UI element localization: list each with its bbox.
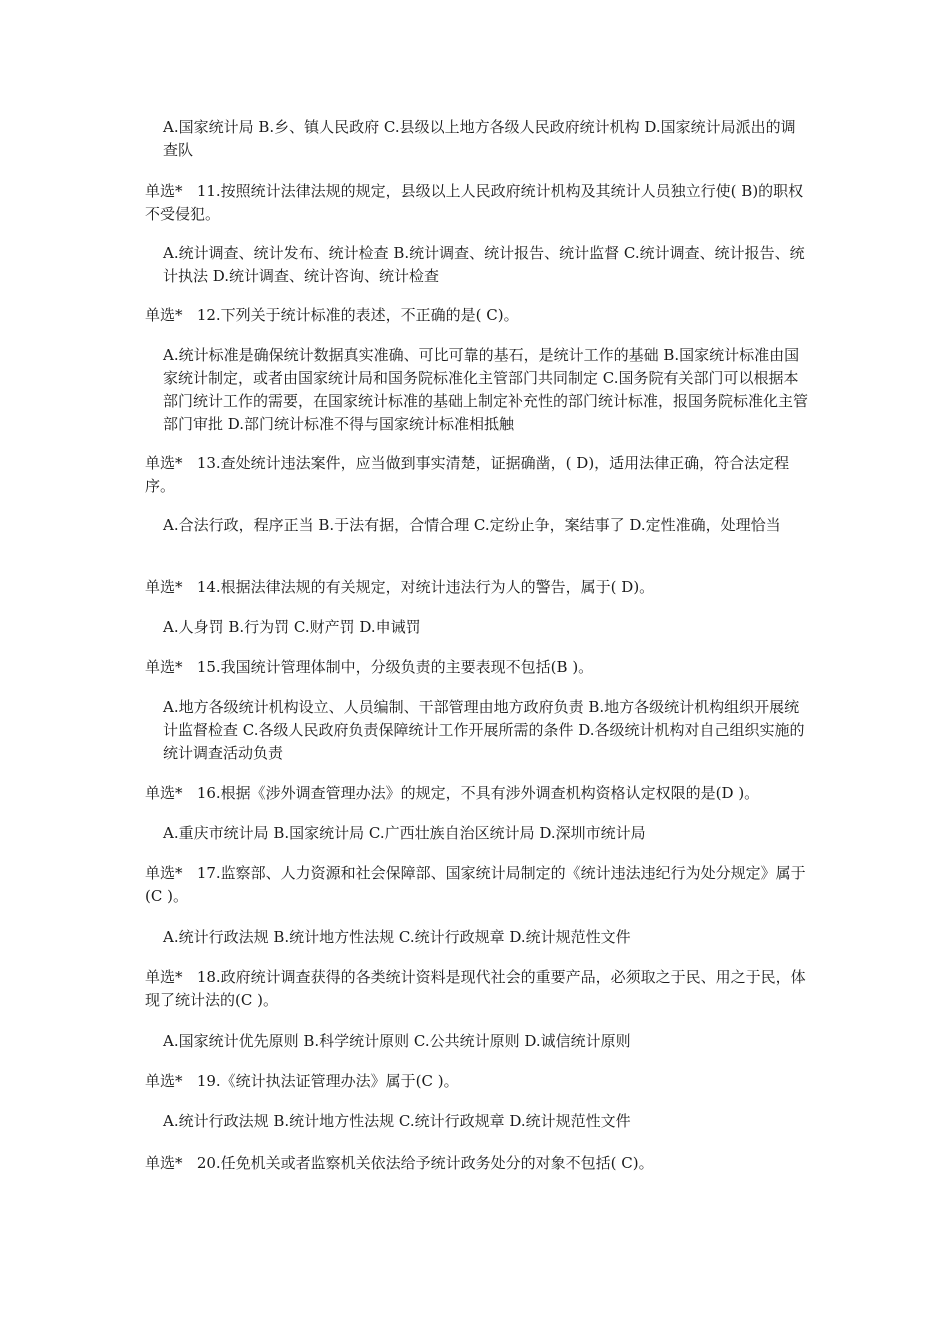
answer-options-text: A.重庆市统计局 B.国家统计局 C.广西壮族自治区统计局 D.深圳市统计局 [163,824,646,842]
question-type-label: 单选* [145,182,183,200]
answer-options-16 [163,822,808,845]
answer-options-19 [163,1110,808,1133]
question-text: 11.按照统计法律法规的规定，县级以上人民政府统计机构及其统计人员独立行使( B)的职权不受侵犯。 [145,182,804,223]
answer-options-text: A.地方各级统计机构设立、人员编制、干部管理由地方政府负责 B.地方各级统计机构组织开展统计监督检查 C.各级人民政府负责保障统计工作开展所需的条件 D.各级统计机构对自己组织实施的统计调查活动负责 [163,698,805,762]
question-type-label: 单选* [145,968,183,986]
question-20 [145,1152,810,1175]
question-13 [145,452,810,498]
answer-options-text: A.国家统计局 B.乡、镇人民政府 C.县级以上地方各级人民政府统计机构 D.国家统计局派出的调查队 [163,118,796,159]
question-text: 15.我国统计管理体制中，分级负责的主要表现不包括(B )。 [196,658,594,676]
question-type-label: 单选* [145,864,183,882]
question-text: 16.根据《涉外调查管理办法》的规定，不具有涉外调查机构资格认定权限的是(D )。 [196,784,760,802]
question-text: 12.下列关于统计标准的表述，不正确的是( C)。 [196,306,519,324]
answer-options-text: A.国家统计优先原则 B.科学统计原则 C.公共统计原则 D.诚信统计原则 [163,1032,631,1050]
question-11 [145,180,810,226]
question-text: 20.任免机关或者监察机关依法给予统计政务处分的对象不包括( C)。 [196,1154,654,1172]
question-19 [145,1070,810,1093]
answer-options-11 [163,242,808,288]
answer-options-18 [163,1030,808,1053]
question-type-label: 单选* [145,454,183,472]
question-text: 14.根据法律法规的有关规定，对统计违法行为人的警告，属于( D)。 [196,578,655,596]
question-text: 13.查处统计违法案件，应当做到事实清楚，证据确凿，( D)，适用法律正确，符合法定程序。 [145,454,790,495]
answer-options-10 [163,116,808,162]
question-17 [145,862,810,908]
question-type-label: 单选* [145,784,183,802]
answer-options-13 [163,514,808,537]
question-18 [145,966,810,1012]
answer-options-text: A.统计标准是确保统计数据真实准确、可比可靠的基石，是统计工作的基础 B.国家统计标准由国家统计制定，或者由国家统计局和国务院标准化主管部门共同制定 C.国务院有关部门可以根据本部门统计工作的需要，在国家统计标准的基础上制定补充性的部门统计标准，报国务院标准化主管部门审批 D.部门统计标准不得与国家统计标准相抵触 [163,346,809,433]
answer-options-15 [163,696,808,765]
question-text: 17.监察部、人力资源和社会保障部、国家统计局制定的《统计违法违纪行为处分规定》属于(C )。 [145,864,806,905]
question-type-label: 单选* [145,578,183,596]
answer-options-text: A.人身罚 B.行为罚 C.财产罚 D.申诫罚 [163,618,421,636]
question-14 [145,576,810,599]
answer-options-text: A.统计调查、统计发布、统计检查 B.统计调查、统计报告、统计监督 C.统计调查、统计报告、统计执法 D.统计调查、统计咨询、统计检查 [163,244,805,285]
answer-options-17 [163,926,808,949]
question-16 [145,782,810,805]
question-type-label: 单选* [145,1072,183,1090]
question-type-label: 单选* [145,306,183,324]
answer-options-12 [163,344,808,436]
question-text: 19.《统计执法证管理办法》属于(C )。 [196,1072,459,1090]
question-15 [145,656,810,679]
question-type-label: 单选* [145,1154,183,1172]
answer-options-text: A.合法行政，程序正当 B.于法有据，合情合理 C.定纷止争，案结事了 D.定性准确，处理恰当 [163,516,781,534]
question-text: 18.政府统计调查获得的各类统计资料是现代社会的重要产品，必须取之于民、用之于民，体现了统计法的(C )。 [145,968,806,1009]
question-12 [145,304,810,327]
answer-options-text: A.统计行政法规 B.统计地方性法规 C.统计行政规章 D.统计规范性文件 [163,928,631,946]
answer-options-text: A.统计行政法规 B.统计地方性法规 C.统计行政规章 D.统计规范性文件 [163,1112,631,1130]
answer-options-14 [163,616,808,639]
question-type-label: 单选* [145,658,183,676]
